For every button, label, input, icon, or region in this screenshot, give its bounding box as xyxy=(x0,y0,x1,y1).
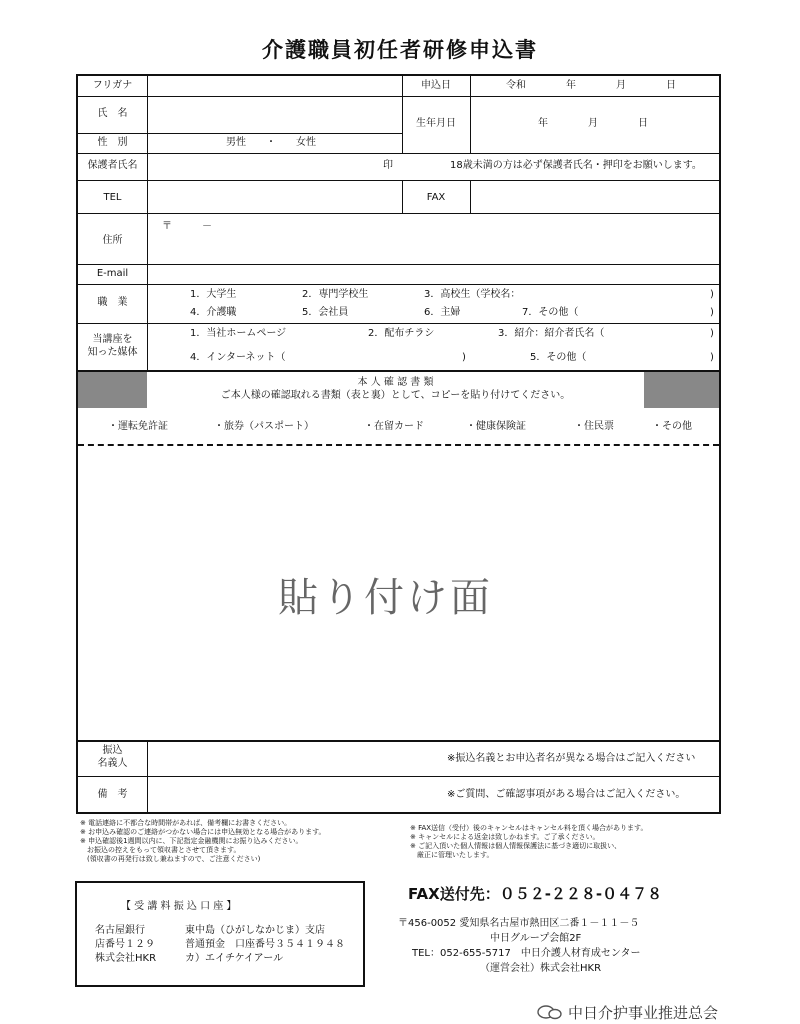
address-line: 〒456-0052 愛知県名古屋市熱田区二番１－１１－５ xyxy=(398,918,640,929)
transfer-label-line1: 振込 xyxy=(102,745,123,756)
apply-date-value[interactable]: 令和 年 月 日 xyxy=(506,80,676,91)
id-type: ・運転免許証 xyxy=(108,421,168,432)
wechat-icon xyxy=(536,1004,566,1020)
note-line: ※ FAX送信（受付）後のキャンセルはキャンセル料を頂く場合があります。 xyxy=(410,824,648,832)
occupation-option[interactable]: 4．介護職 xyxy=(190,307,237,318)
shade-block-right xyxy=(644,372,719,408)
transfer-note: ※振込名義とお申込者名が異なる場合はご記入ください xyxy=(447,753,696,764)
note-line: お振込の控えをもって領収書とさせて頂きます。 xyxy=(80,846,241,854)
postal-mark[interactable]: 〒 － xyxy=(162,221,212,232)
media-label-line1: 当講座を xyxy=(92,334,133,345)
gender-options[interactable]: 男性 ・ 女性 xyxy=(226,137,316,148)
notes-right xyxy=(410,824,720,860)
address-line: （運営会社）株式会社HKR xyxy=(480,963,602,974)
guardian-label: 保護者氏名 xyxy=(87,160,138,171)
paste-area-label: 貼り付け面 xyxy=(278,575,493,621)
paren-close: ) xyxy=(710,352,714,363)
media-option[interactable]: 4．インターネット（ xyxy=(190,352,286,363)
occupation-option[interactable]: 2．専門学校生 xyxy=(302,289,369,300)
bank-account-box xyxy=(75,881,365,987)
watermark-text: 中日介护事业推进总会 xyxy=(568,1004,719,1022)
id-section-title: 本 人 確 認 書 類 xyxy=(357,377,434,388)
note-line: (領収書の再発行は致し兼ねますので、ご注意ください) xyxy=(80,855,261,863)
email-label: E-mail xyxy=(96,268,129,279)
address-line: 中日グループ会館2F xyxy=(490,933,582,944)
media-option[interactable]: 2．配布チラシ xyxy=(368,328,435,339)
id-type: ・在留カード xyxy=(364,421,424,432)
note-line: ※ キャンセルによる返金は致しかねます。ご了承ください。 xyxy=(410,833,600,841)
remarks-note: ※ご質問、ご確認事項がある場合はご記入ください。 xyxy=(447,789,686,800)
note-line: ※ 電話連絡に不都合な時間帯があれば、備考欄にお書きください。 xyxy=(80,819,292,827)
media-label-line2: 知った媒体 xyxy=(87,347,138,358)
bank-holder-kana: カ）エイチケイアール xyxy=(185,953,284,964)
shade-block-left xyxy=(78,372,147,408)
fax-label: FAX xyxy=(426,192,446,203)
bank-title: 【 受 講 料 振 込 口 座 】 xyxy=(121,901,237,912)
address-line: TEL：052-655-5717 中日介護人材育成センター xyxy=(412,948,641,959)
occupation-option[interactable]: 7．その他（ xyxy=(522,307,579,318)
guardian-note: 18歳未満の方は必ず保護者氏名・押印をお願いします。 xyxy=(450,160,702,171)
paren-close: ) xyxy=(462,352,466,363)
occupation-option[interactable]: 3．高校生（学校名： xyxy=(424,289,521,300)
id-type: ・旅券（パスポート） xyxy=(214,421,314,432)
paren-close: ) xyxy=(710,328,714,339)
note-line: ※ ご記入頂いた個人情報は個人情報保護法に基づき適切に取扱い、 xyxy=(410,842,622,850)
media-option[interactable]: 3．紹介：紹介者氏名（ xyxy=(498,328,605,339)
remarks-label: 備 考 xyxy=(97,789,128,800)
bank-account-number: 普通預金 口座番号３５４１９４８ xyxy=(185,939,345,950)
id-type: ・その他 xyxy=(652,421,692,432)
address-label: 住所 xyxy=(102,235,123,246)
note-line: 厳正に管理いたします。 xyxy=(410,851,494,859)
occupation-label: 職 業 xyxy=(97,297,128,308)
furigana-label: フリガナ xyxy=(92,80,133,91)
bank-holder: 株式会社HKR xyxy=(95,953,157,964)
bank-name: 名古屋銀行 xyxy=(95,925,145,936)
bank-branch-number: 店番号１２９ xyxy=(95,939,155,950)
id-type: ・健康保険証 xyxy=(466,421,526,432)
paren-close: ) xyxy=(710,307,714,318)
occupation-option[interactable]: 1．大学生 xyxy=(190,289,237,300)
transfer-label-line2: 名義人 xyxy=(97,758,128,769)
bank-branch: 東中島（ひがしなかじま）支店 xyxy=(185,925,325,936)
note-line: ※ 申込確認後1週間以内に、下記指定金融機関にお振り込みください。 xyxy=(80,837,303,845)
cut-line xyxy=(78,444,719,446)
birth-label: 生年月日 xyxy=(416,118,456,129)
fax-destination: FAX送付先：０５２-２２８-０４７８ xyxy=(408,885,663,903)
paren-close: ) xyxy=(710,289,714,300)
media-option[interactable]: 5．その他（ xyxy=(530,352,587,363)
tel-label: TEL xyxy=(103,192,122,203)
gender-label: 性 別 xyxy=(97,137,128,148)
id-type: ・住民票 xyxy=(574,421,614,432)
name-label: 氏 名 xyxy=(97,108,128,119)
guardian-seal: 印 xyxy=(383,160,393,171)
notes-left xyxy=(80,819,400,864)
id-section-subtitle: ご本人様の確認取れる書類（表と裏）として、コピーを貼り付けてください。 xyxy=(220,390,571,401)
birth-value[interactable]: 年 月 日 xyxy=(538,118,648,129)
occupation-option[interactable]: 5．会社員 xyxy=(302,307,349,318)
media-option[interactable]: 1．当社ホームページ xyxy=(190,328,287,339)
apply-date-label: 申込日 xyxy=(421,80,451,91)
occupation-option[interactable]: 6．主婦 xyxy=(424,307,461,318)
note-line: ※ お申込み確認のご連絡がつかない場合には申込無効となる場合があります。 xyxy=(80,828,326,836)
application-form xyxy=(76,74,721,814)
page-title: 介護職員初任者研修申込書 xyxy=(262,37,538,62)
